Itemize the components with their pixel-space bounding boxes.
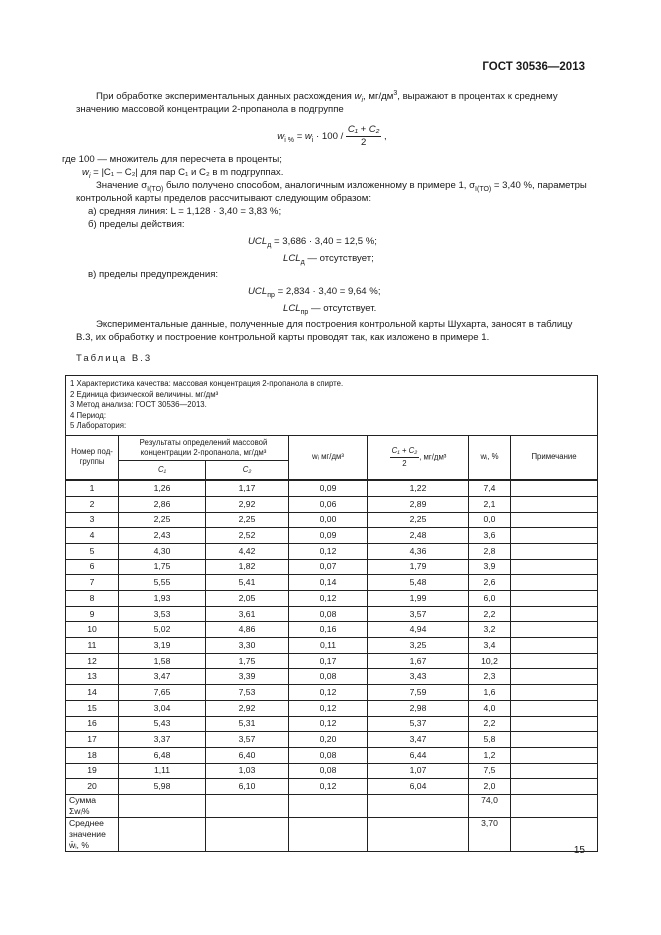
table-cell: 0,12	[289, 685, 368, 701]
table-cell: 2,92	[206, 700, 289, 716]
table-row	[66, 512, 598, 528]
header-c2: C₂	[206, 460, 289, 480]
table-cell: 3,4	[469, 638, 511, 654]
table-cell: 7,5	[469, 763, 511, 779]
table-cell: 3,70	[469, 817, 511, 851]
table-cell: 2,25	[368, 512, 469, 528]
table-cell	[511, 685, 598, 701]
where-line-1: где 100 — множитель для пересчета в проценты;	[62, 154, 282, 165]
table-cell: 1,2	[469, 747, 511, 763]
table-cell: 0,09	[289, 528, 368, 544]
table-cell	[511, 763, 598, 779]
table-cell: 0,14	[289, 575, 368, 591]
table-row	[66, 528, 598, 544]
table-cell: 1,75	[206, 653, 289, 669]
table-row	[66, 559, 598, 575]
summary-row	[66, 794, 598, 817]
table-cell: 4,0	[469, 700, 511, 716]
table-cell	[511, 747, 598, 763]
table-row	[66, 480, 598, 496]
table-cell: 5	[66, 543, 119, 559]
table-cell: 6	[66, 559, 119, 575]
table-cell: 14	[66, 685, 119, 701]
info-line: 5 Лаборатория:	[70, 421, 127, 430]
table-cell: 1,17	[206, 480, 289, 496]
table-cell: 0,17	[289, 653, 368, 669]
table-row	[66, 763, 598, 779]
header-mean	[368, 435, 469, 480]
table-cell	[511, 716, 598, 732]
fraction	[346, 124, 381, 149]
table-cell: 2,98	[368, 700, 469, 716]
table-cell: 2,89	[368, 496, 469, 512]
table-cell	[511, 638, 598, 654]
table-cell: 3,47	[368, 732, 469, 748]
table-cell: 13	[66, 669, 119, 685]
table-cell: 3,37	[119, 732, 206, 748]
lcl-action: $LCL_д$ — отсутствует;	[283, 253, 374, 266]
table-cell: 9	[66, 606, 119, 622]
table-cell	[206, 817, 289, 851]
text: = 3,40 %, параметры контрольной карты пределов рассчитывают следующим образом:	[76, 180, 587, 204]
table-cell: 0,07	[289, 559, 368, 575]
table-cell: 1,82	[206, 559, 289, 575]
table-cell	[511, 700, 598, 716]
table-cell: 12	[66, 653, 119, 669]
table-cell: 7,4	[469, 480, 511, 496]
table-cell: 2,52	[206, 528, 289, 544]
header-wi: wᵢ мг/дм³	[289, 435, 368, 480]
table-cell: 2,48	[368, 528, 469, 544]
table-cell	[511, 653, 598, 669]
table-cell: 6,04	[368, 779, 469, 795]
header-c1: C₁	[119, 460, 206, 480]
table-cell: 2,86	[119, 496, 206, 512]
table-cell	[289, 794, 368, 817]
table-cell: 5,55	[119, 575, 206, 591]
table-cell	[511, 779, 598, 795]
table-cell: 74,0	[469, 794, 511, 817]
table-cell: 1,11	[119, 763, 206, 779]
table-cell	[511, 669, 598, 685]
table-cell: 18	[66, 747, 119, 763]
table-cell	[511, 732, 598, 748]
table-cell: 20	[66, 779, 119, 795]
page-content	[62, 89, 588, 852]
table-cell: 0,08	[289, 606, 368, 622]
table-row	[66, 606, 598, 622]
table-cell: 1,03	[206, 763, 289, 779]
table-cell: 2,25	[206, 512, 289, 528]
table-cell: 5,41	[206, 575, 289, 591]
summary-row	[66, 817, 598, 851]
table-cell: 1,58	[119, 653, 206, 669]
table-cell	[206, 794, 289, 817]
table-cell: 4,36	[368, 543, 469, 559]
table-cell: 0,00	[289, 512, 368, 528]
table-cell: 2,92	[206, 496, 289, 512]
table-cell: 6,0	[469, 591, 511, 607]
table-row	[66, 779, 598, 795]
table-cell: 4	[66, 528, 119, 544]
table-cell: 0,09	[289, 480, 368, 496]
item-a: а) средняя линия: L = 1,128 · 3,40 = 3,83 %;	[88, 206, 282, 217]
text: — отсутствует.	[310, 303, 377, 314]
table-cell: 1,75	[119, 559, 206, 575]
table-cell: 16	[66, 716, 119, 732]
table-row	[66, 669, 598, 685]
table-cell: 6,48	[119, 747, 206, 763]
table-row	[66, 622, 598, 638]
table-cell: 3,47	[119, 669, 206, 685]
table-cell	[511, 606, 598, 622]
header-wi-pct: wᵢ, %	[469, 435, 511, 480]
table-cell: 1,67	[368, 653, 469, 669]
denominator: 2	[402, 458, 407, 468]
table-cell: 3,53	[119, 606, 206, 622]
table-caption: Таблица В.3	[76, 353, 153, 364]
table-cell: 1,79	[368, 559, 469, 575]
info-line: 1 Характеристика качества: массовая концентрация 2-пропанола в спирте.	[70, 379, 344, 388]
table-cell	[368, 817, 469, 851]
table-cell: 4,42	[206, 543, 289, 559]
table-cell: 0,20	[289, 732, 368, 748]
table-cell: 0,08	[289, 747, 368, 763]
text: I(TO)	[147, 185, 164, 193]
table-row	[66, 732, 598, 748]
table-cell: Среднее значение w̄ᵢ, %	[66, 817, 119, 851]
table-cell	[119, 817, 206, 851]
table-row	[66, 543, 598, 559]
table-info	[66, 376, 598, 436]
standard-header: ГОСТ 30536—2013	[482, 61, 585, 73]
table-cell: 5,98	[119, 779, 206, 795]
table-cell: 4,30	[119, 543, 206, 559]
table-cell: 3,2	[469, 622, 511, 638]
table-cell	[511, 480, 598, 496]
table-row	[66, 591, 598, 607]
text: = 3,686 · 3,40 = 12,5 %;	[273, 236, 377, 247]
data-table	[65, 375, 598, 852]
formula: $w_{i \%} = w_i \cdot 100$ / $\frac{\text{C₁ + C₂}}{2}$ ,	[277, 124, 387, 148]
table-cell: 3,9	[469, 559, 511, 575]
table-cell: 19	[66, 763, 119, 779]
ucl-warning: $UCL_{пр} = 2,834 \cdot 3,40 = 9,64$ %;	[248, 286, 381, 299]
table-cell: 3,57	[206, 732, 289, 748]
table-row	[66, 747, 598, 763]
table-cell	[511, 575, 598, 591]
table-cell: 7,53	[206, 685, 289, 701]
table-cell	[511, 512, 598, 528]
table-cell: 1,07	[368, 763, 469, 779]
table-cell: 2,1	[469, 496, 511, 512]
table-cell	[289, 817, 368, 851]
table-cell: 3,25	[368, 638, 469, 654]
text: было получено способом, аналогичным изложенному в примере 1, σ	[163, 180, 476, 191]
table-cell: 6,40	[206, 747, 289, 763]
lcl-warning: $LCL_{пр}$ — отсутствует.	[283, 303, 377, 316]
table-cell: 0,06	[289, 496, 368, 512]
table-cell: 8	[66, 591, 119, 607]
table-row	[66, 700, 598, 716]
table-cell: 3,04	[119, 700, 206, 716]
item-c: в) пределы предупреждения:	[88, 269, 219, 280]
table-cell: 2	[66, 496, 119, 512]
table-cell	[511, 559, 598, 575]
table-cell: 7,65	[119, 685, 206, 701]
table-cell: 5,02	[119, 622, 206, 638]
text: , мг/дм	[363, 91, 394, 102]
text: = |C₁ – C₂| для пар C₁ и C₂ в m подгруппах.	[93, 167, 284, 178]
table-cell: 2,8	[469, 543, 511, 559]
table-cell: 0,12	[289, 591, 368, 607]
table-cell: 1,6	[469, 685, 511, 701]
paragraph-intro: При обработке экспериментальных данных расхождения $w_i$, $мг/дм^3$, выражают в процентах к среднему значению массовой концентрации 2-пропанола в подгруппе	[76, 89, 558, 115]
table-cell: 0,12	[289, 716, 368, 732]
text: При обработке экспериментальных данных расхождения	[96, 91, 355, 102]
table-cell: 5,31	[206, 716, 289, 732]
table-cell: 4,86	[206, 622, 289, 638]
info-line: 4 Период:	[70, 410, 107, 420]
table-cell: 7	[66, 575, 119, 591]
text: — отсутствует;	[307, 253, 374, 264]
item-b: б) пределы действия:	[88, 219, 185, 230]
table-cell: 15	[66, 700, 119, 716]
table-row	[66, 575, 598, 591]
table-cell: 10	[66, 622, 119, 638]
table-row	[66, 685, 598, 701]
table-cell: 6,10	[206, 779, 289, 795]
table-cell	[368, 794, 469, 817]
table-cell: 3,57	[368, 606, 469, 622]
table-cell: 2,3	[469, 669, 511, 685]
table-cell: 1,99	[368, 591, 469, 607]
table-row	[66, 716, 598, 732]
page-number: 15	[573, 845, 585, 856]
table-cell: 2,25	[119, 512, 206, 528]
table-cell: 3,30	[206, 638, 289, 654]
table-row	[66, 638, 598, 654]
denominator: 2	[360, 137, 367, 148]
table-cell: 1,93	[119, 591, 206, 607]
table-cell	[511, 622, 598, 638]
table-cell	[511, 794, 598, 817]
table-cell: 5,48	[368, 575, 469, 591]
table-cell: 3	[66, 512, 119, 528]
table-cell: 0,12	[289, 700, 368, 716]
table-cell: 3,6	[469, 528, 511, 544]
table-row	[66, 496, 598, 512]
table-cell: 0,11	[289, 638, 368, 654]
text: w	[277, 131, 285, 143]
table-cell: 2,2	[469, 606, 511, 622]
table-cell: 6,44	[368, 747, 469, 763]
table-cell: 2,05	[206, 591, 289, 607]
text: , выражают в процентах к среднему значению массовой концентрации 2-пропанола в подгруппе	[76, 91, 558, 115]
text: Значение σ	[96, 180, 148, 191]
info-line: 3 Метод анализа: ГОСТ 30536—2013.	[70, 400, 207, 409]
table-cell: 1,22	[368, 480, 469, 496]
text: · 100 /	[313, 131, 346, 143]
table-cell: 2,6	[469, 575, 511, 591]
table-cell: 0,12	[289, 543, 368, 559]
table-cell	[511, 496, 598, 512]
table-cell	[511, 591, 598, 607]
table-cell: 17	[66, 732, 119, 748]
where-line-2: $w_i = |C_1 - C_2|$ для пар C₁ и C₂ в m подгруппах.	[82, 167, 284, 180]
table-cell: 5,8	[469, 732, 511, 748]
header-note: Примечание	[511, 435, 598, 480]
table-cell	[511, 543, 598, 559]
table-cell	[511, 528, 598, 544]
table-cell: Сумма Σwᵢ%	[66, 794, 119, 817]
table-cell: 5,37	[368, 716, 469, 732]
table-cell: 7,59	[368, 685, 469, 701]
table-cell: 11	[66, 638, 119, 654]
text: = 2,834 · 3,40 = 9,64 %;	[277, 286, 381, 297]
table-cell: 2,2	[469, 716, 511, 732]
table-cell: 1,26	[119, 480, 206, 496]
table-cell: 0,16	[289, 622, 368, 638]
table-cell: 2,0	[469, 779, 511, 795]
table-cell: 3,19	[119, 638, 206, 654]
table-row	[66, 653, 598, 669]
header-group: Номер под-группы	[66, 435, 119, 480]
table-cell: 0,12	[289, 779, 368, 795]
info-line: 2 Единица физической величины. мг/дм³	[70, 389, 219, 399]
table-cell: 1	[66, 480, 119, 496]
paragraph-table-ref: Экспериментальные данные, полученные для построения контрольной карты Шухарта, заносят в таблицу В.3, их обработку и построение контрольной карты проводят так, как изложено в примере 1.	[76, 319, 573, 343]
unit: , мг/дм³	[419, 452, 447, 462]
header-results: Результаты определений массовой концентрации 2-пропанола, мг/дм³	[119, 435, 289, 460]
table-cell: 2,43	[119, 528, 206, 544]
table-cell: 0,08	[289, 669, 368, 685]
table-cell: 4,94	[368, 622, 469, 638]
table-cell: 10,2	[469, 653, 511, 669]
numerator: C₁ + C₂	[390, 445, 420, 458]
table-cell	[119, 794, 206, 817]
numerator: C₁ + C₂	[347, 124, 380, 135]
table-cell: 3,39	[206, 669, 289, 685]
table-cell: 0,0	[469, 512, 511, 528]
ucl-action: $UCL_д = 3,686 \cdot 3,40 = 12,5$ %;	[248, 236, 377, 249]
table-cell: 3,43	[368, 669, 469, 685]
table-cell: 5,43	[119, 716, 206, 732]
paragraph-sigma: Значение $\sigma_{I(TO)}$ было получено способом, аналогичным изложенному в примере 1, $\sigma_{I(TO)} = 3,40$ %, параметры контрольной карты пределов рассчитывают следующим образом:	[76, 180, 587, 204]
text: = w	[293, 131, 312, 143]
table-cell: 3,61	[206, 606, 289, 622]
table-cell: 0,08	[289, 763, 368, 779]
